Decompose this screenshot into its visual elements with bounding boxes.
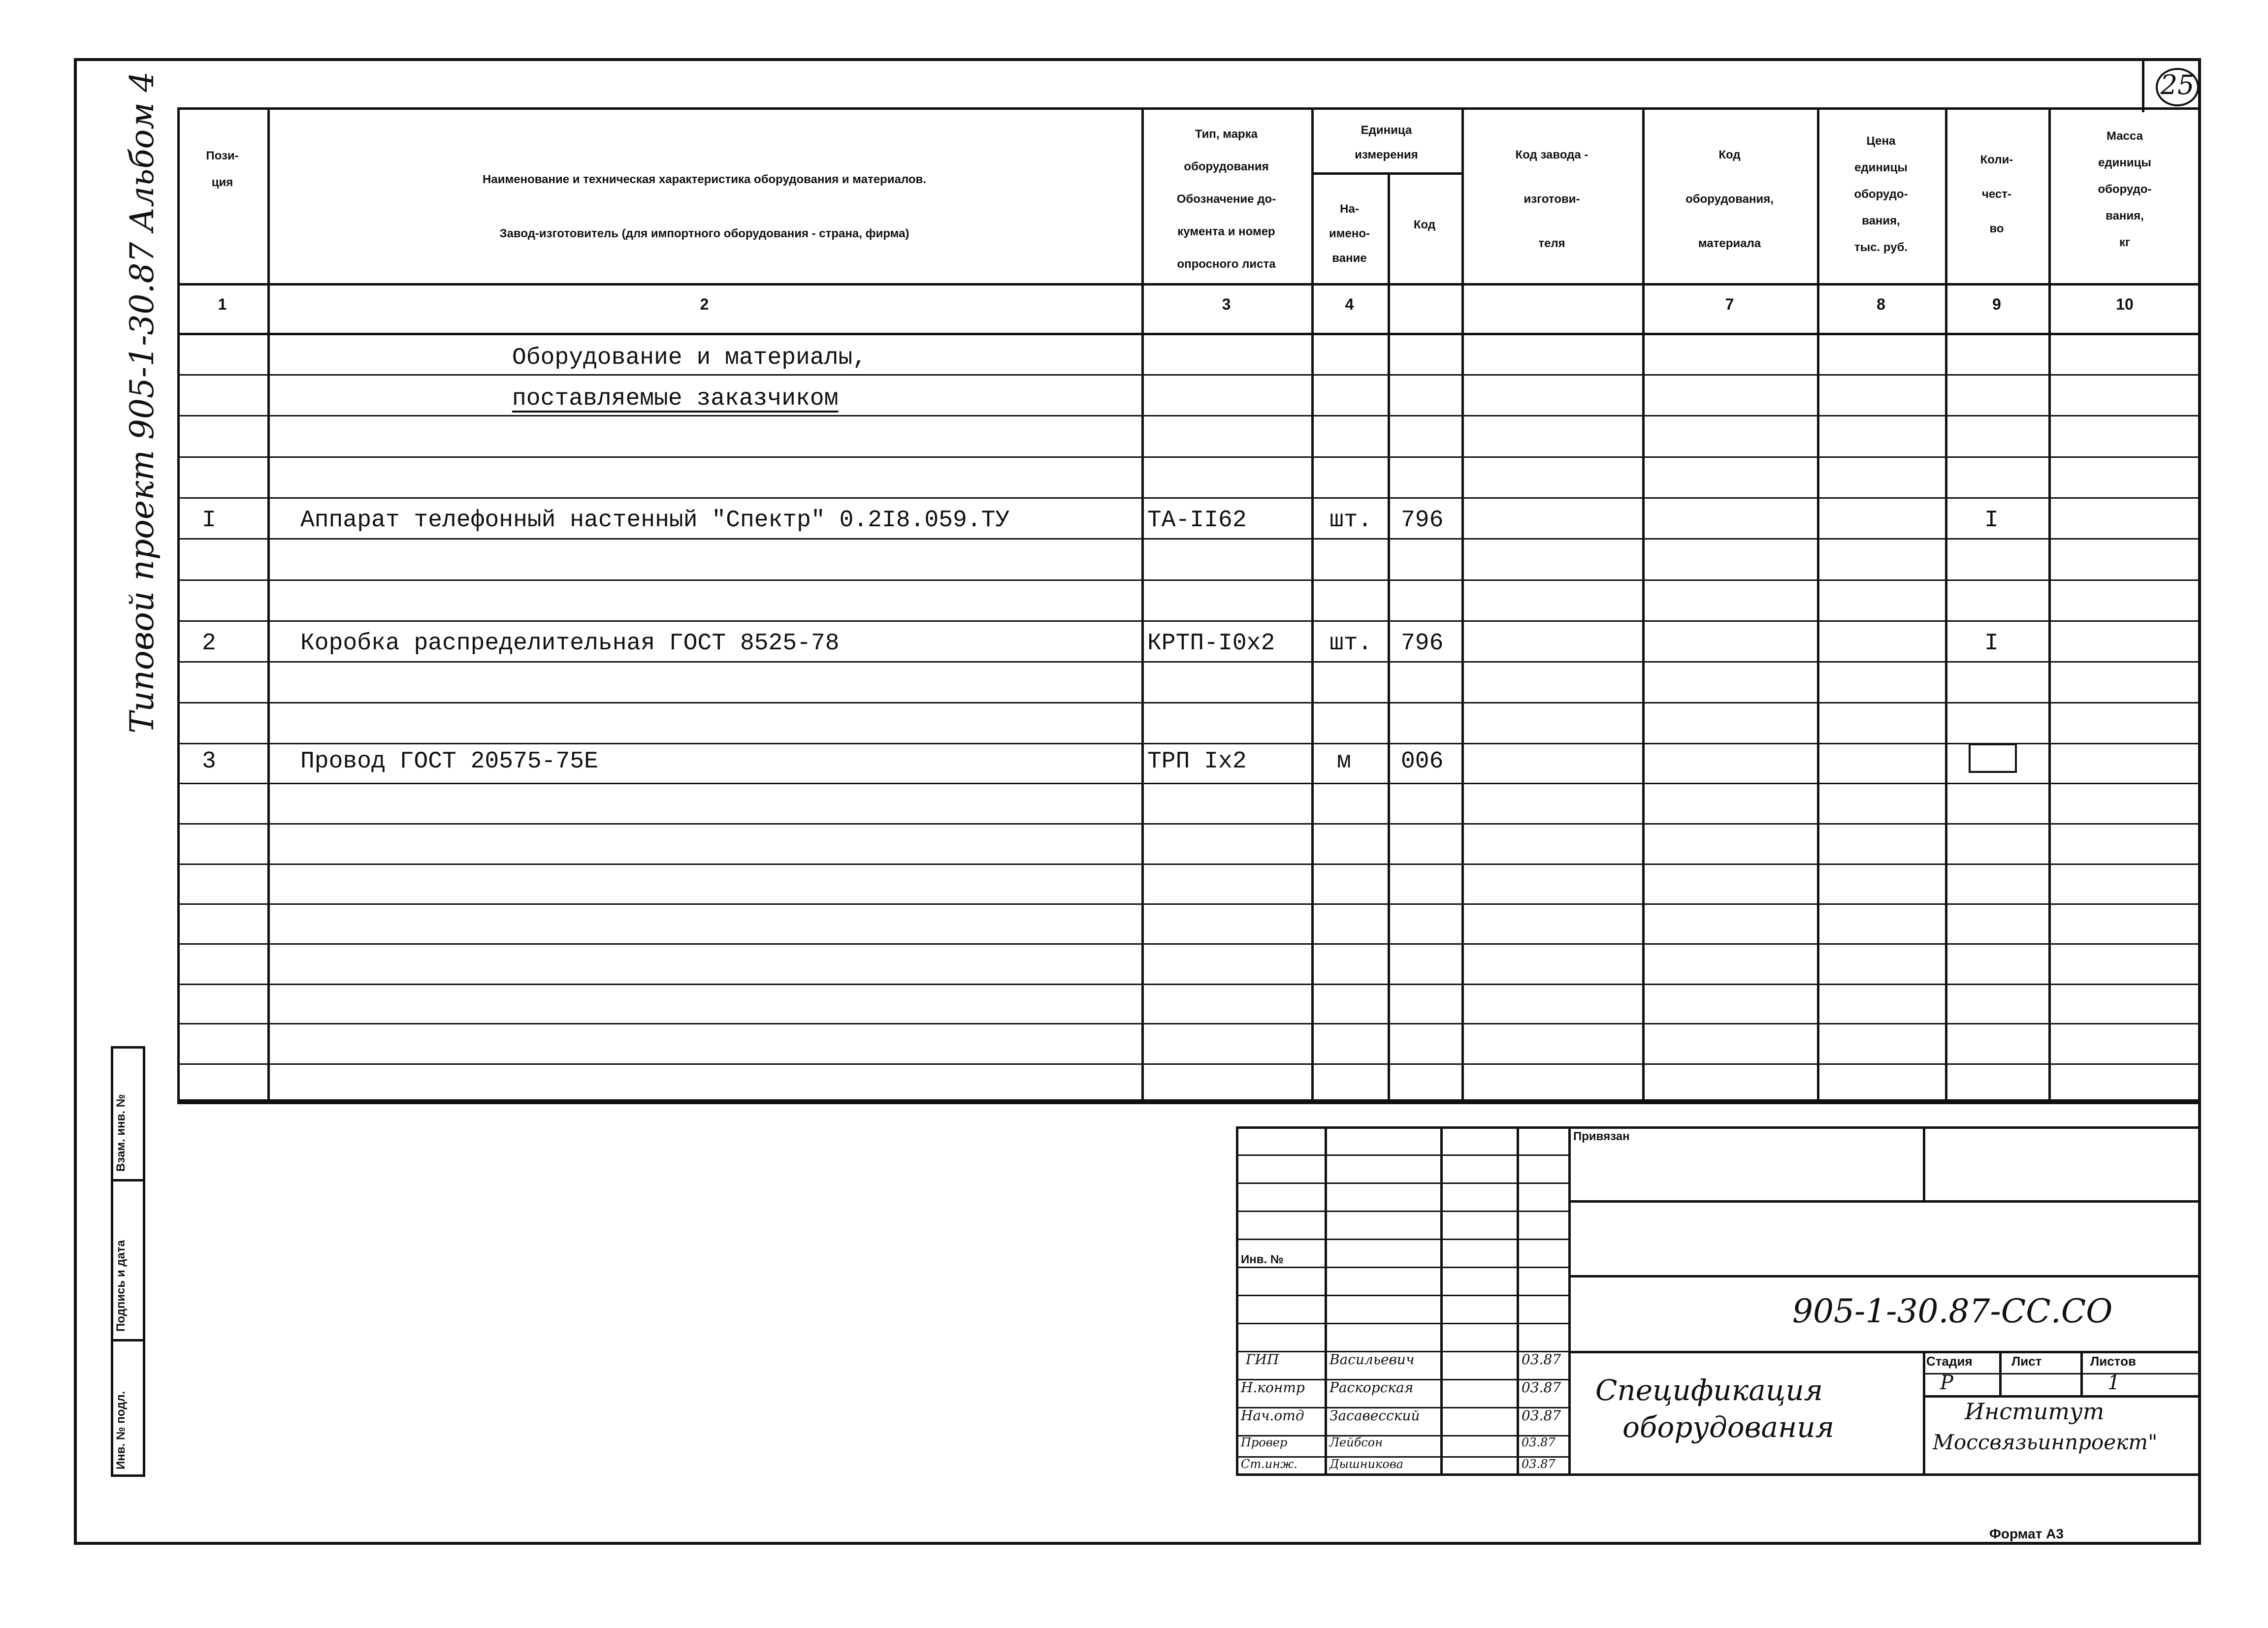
header-col4a: На- имено- вание bbox=[1328, 202, 1370, 265]
stamp-vline bbox=[1325, 1126, 1327, 1476]
row3-pos: 3 bbox=[202, 748, 216, 775]
col-line bbox=[1945, 107, 1947, 1102]
stamp-role: Ст.инж. bbox=[1241, 1457, 1297, 1471]
header-col8: Коли- чест- во bbox=[1980, 153, 2013, 235]
stamp-person: Лейбсон bbox=[1329, 1436, 1383, 1449]
row-line bbox=[177, 283, 2201, 286]
row-line bbox=[177, 497, 2201, 499]
stamp-line bbox=[111, 1339, 145, 1341]
row1-pos: I bbox=[202, 507, 216, 534]
row3-code: 006 bbox=[1401, 748, 1444, 775]
row-line bbox=[177, 1102, 2201, 1104]
stamp-inv-label: Инв. № bbox=[1241, 1253, 1284, 1266]
stamp-privyazan-label: Привязан bbox=[1573, 1130, 1630, 1143]
col-number: 7 bbox=[1725, 295, 1734, 313]
stamp-hline bbox=[1923, 1373, 2201, 1374]
row1-qty: I bbox=[1984, 507, 1999, 534]
stamp-date: 03.87 bbox=[1522, 1407, 1561, 1424]
stamp-date: 03.87 bbox=[1522, 1436, 1555, 1449]
row3-type: ТРП Iх2 bbox=[1147, 748, 1247, 775]
stamp-hline bbox=[1568, 1275, 2201, 1277]
col-line bbox=[1388, 172, 1390, 1102]
row-line bbox=[177, 415, 2201, 416]
stamp-date: 03.87 bbox=[1522, 1457, 1555, 1471]
row-line bbox=[177, 374, 2201, 376]
col-number: 2 bbox=[700, 295, 709, 313]
row1-type: ТА-II62 bbox=[1147, 507, 1247, 534]
stamp-hline bbox=[1236, 1239, 1568, 1240]
row2-pos: 2 bbox=[202, 630, 216, 657]
stamp-line bbox=[111, 1179, 145, 1181]
header-col6: Код оборудования, материала bbox=[1685, 148, 1774, 250]
page-number: 25 bbox=[2160, 69, 2195, 100]
org-line1: Институт bbox=[1965, 1398, 2105, 1425]
stamp-hline bbox=[1568, 1200, 2201, 1203]
stamp-hline bbox=[1236, 1323, 1568, 1324]
stamp-role: Н.контр bbox=[1241, 1379, 1305, 1396]
row-line bbox=[177, 903, 2201, 905]
stamp-hline bbox=[1923, 1395, 2201, 1398]
stamp-hline bbox=[1236, 1267, 1568, 1268]
row-line bbox=[177, 1023, 2201, 1024]
left-stamp-vzam: Взам. инв. № bbox=[114, 1094, 128, 1172]
stamp-person: Дышникова bbox=[1329, 1457, 1404, 1471]
stamp-role: ГИП bbox=[1246, 1351, 1279, 1368]
format-label: Формат А3 bbox=[1989, 1526, 2064, 1541]
row2-unit: шт. bbox=[1329, 630, 1372, 657]
col-number: 8 bbox=[1877, 295, 1885, 313]
row-line bbox=[177, 863, 2201, 865]
row3-qty-box bbox=[1969, 743, 2017, 773]
header-col9: Масса единицы оборудо- вания, кг bbox=[2098, 129, 2152, 249]
col-line bbox=[2048, 107, 2051, 1102]
section-title-line2: поставляемые заказчиком bbox=[512, 385, 839, 412]
header-col4b: Код bbox=[1413, 218, 1436, 231]
sheets-value: 1 bbox=[2107, 1372, 2120, 1394]
row-line bbox=[177, 333, 2201, 335]
row-line bbox=[177, 1063, 2201, 1065]
stamp-hline bbox=[1236, 1295, 1568, 1296]
row-line bbox=[177, 984, 2201, 985]
row3-name: Провод ГОСТ 20575-75Е bbox=[300, 748, 598, 775]
stamp-hline bbox=[1236, 1182, 1568, 1184]
row2-type: КРТП-I0х2 bbox=[1147, 630, 1275, 657]
side-title: Типовой проект 905-1-30.87 Альбом 4 bbox=[123, 71, 161, 734]
row1-code: 796 bbox=[1401, 507, 1444, 534]
stamp-role: Нач.отд bbox=[1241, 1407, 1304, 1424]
stamp-date: 03.87 bbox=[1522, 1379, 1561, 1396]
doc-title-line1: Спецификация bbox=[1595, 1373, 1823, 1407]
row-line bbox=[1311, 172, 1461, 175]
stamp-vline bbox=[1568, 1126, 1571, 1476]
row-line bbox=[177, 620, 2201, 622]
row-line bbox=[177, 456, 2201, 458]
row-line bbox=[177, 943, 2201, 945]
sheets-label: Листов bbox=[2090, 1354, 2136, 1369]
stamp-role: Провер bbox=[1241, 1436, 1288, 1449]
row-line bbox=[177, 661, 2201, 663]
col-number: 10 bbox=[2116, 295, 2134, 313]
stamp-hline bbox=[1236, 1154, 1568, 1156]
row1-unit: шт. bbox=[1329, 507, 1372, 534]
row-line bbox=[177, 823, 2201, 825]
header-col4: Единица измерения bbox=[1355, 124, 1418, 161]
stamp-vline bbox=[1923, 1351, 1925, 1476]
col-number: 1 bbox=[218, 295, 227, 313]
row-line bbox=[177, 702, 2201, 703]
stamp-hline bbox=[1236, 1211, 1568, 1212]
stamp-person: Васильевич bbox=[1329, 1351, 1415, 1368]
doc-title-line2: оборудования bbox=[1622, 1410, 1834, 1444]
header-col5: Код завода - изготови- теля bbox=[1515, 148, 1588, 250]
col-number: 3 bbox=[1222, 295, 1231, 313]
row1-name: Аппарат телефонный настенный "Спектр" 0.2I8.059.ТУ bbox=[300, 507, 1010, 534]
row2-qty: I bbox=[1984, 630, 1999, 657]
row-line bbox=[177, 783, 2201, 784]
header-col1: Пози- ция bbox=[206, 149, 239, 189]
col-number: 9 bbox=[1992, 295, 2001, 313]
org-line2: Моссвязьинпроект" bbox=[1933, 1430, 2158, 1454]
sheet-label: Лист bbox=[2011, 1354, 2042, 1369]
stage-value: Р bbox=[1940, 1372, 1953, 1394]
stamp-person: Засавесский bbox=[1329, 1407, 1420, 1424]
stamp-hline bbox=[1568, 1351, 2201, 1353]
row3-unit: м bbox=[1337, 748, 1351, 775]
section-title-line1: Оборудование и материалы, bbox=[512, 345, 867, 371]
row-line bbox=[177, 743, 2201, 744]
stamp-date: 03.87 bbox=[1522, 1351, 1561, 1368]
header-col7: Цена единицы оборудо- вания, тыс. руб. bbox=[1854, 134, 1908, 254]
doc-code: 905-1-30.87-СС.СО bbox=[1792, 1292, 2113, 1330]
stage-label: Стадия bbox=[1926, 1354, 1973, 1369]
row-line bbox=[177, 579, 2201, 581]
left-stamp-inv: Инв. № подл. bbox=[114, 1391, 128, 1469]
header-col2: Наименование и техническая характеристика оборудования и материалов. Завод-изготовитель (для импортного оборудования - страна, фирма) bbox=[483, 173, 926, 240]
stamp-vline bbox=[1440, 1126, 1443, 1476]
left-stamp-sign: Подпись и дата bbox=[114, 1240, 128, 1332]
stamp-vline bbox=[1923, 1126, 1925, 1200]
stamp-vline bbox=[1517, 1126, 1519, 1476]
row2-name: Коробка распределительная ГОСТ 8525-78 bbox=[300, 630, 840, 657]
stamp-person: Раскоpская bbox=[1329, 1379, 1414, 1396]
row-line bbox=[177, 538, 2201, 540]
col-number: 4 bbox=[1345, 295, 1354, 313]
header-col3: Тип, марка оборудования Обозначение до- кумента и номер опросного листа bbox=[1176, 128, 1276, 271]
row2-code: 796 bbox=[1401, 630, 1444, 657]
